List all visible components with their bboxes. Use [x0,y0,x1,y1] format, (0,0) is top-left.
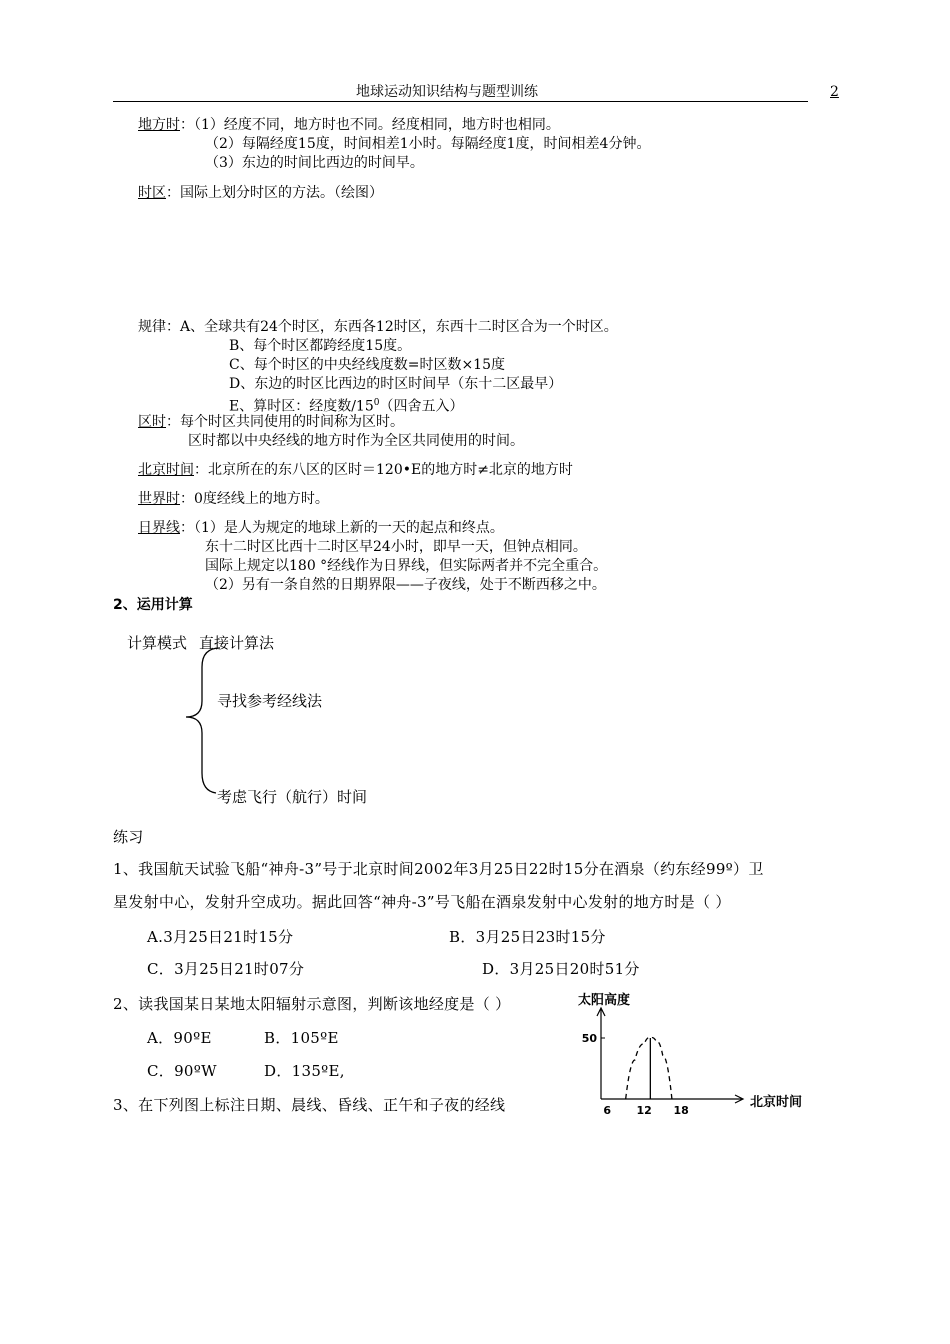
page-number: 2 [830,84,839,100]
time-zone-label: 时区 [138,185,166,201]
exercise-title: 练习 [113,828,144,846]
q3-stem: 3、在下列图上标注日期、晨线、昏线、正午和子夜的经线 [113,1096,506,1114]
zone-time-line [138,413,404,431]
rule-d: D、东边的时区比西边的时区时间早（东十二区最早） [229,376,563,392]
calc-model-label: 计算模式 [127,634,188,652]
local-time-line2: （2）每隔经度15度，时间相差1小时。每隔经度1度，时间相差4分钟。 [205,136,651,152]
page-header-title: 地球运动知识结构与题型训练 [356,84,538,100]
x-tick-label-18: 18 [673,1104,689,1117]
rule-b: B、每个时区都跨经度15度。 [229,338,412,354]
local-time-text1: ：（1）经度不同，地方时也不同。经度相同，地方时也相同。 [180,117,560,133]
date-line-line1 [138,519,504,537]
date-line-text2: 东十二时区比西十二时区早24小时，即早一天，但钟点相同。 [205,539,587,555]
q2-option-d: D．135ºE, [264,1062,345,1080]
chart-series [601,1037,672,1099]
x-tick-label-12: 12 [636,1104,652,1117]
time-zone-line [138,184,383,202]
q2-option-a: A．90ºE [147,1029,212,1047]
q1-option-c: C．3月25日21时07分 [147,960,305,978]
rule-c: C、每个时区的中央经线度数=时区数×15度 [229,357,505,373]
section2-title: 2、运用计算 [113,597,193,613]
rule-e-sup: 0 [373,398,380,408]
date-line-label: 日界线 [138,520,180,536]
rule-e-main: E、算时区：经度数/15 [229,398,374,415]
local-time-label: 地方时 [138,117,180,133]
solar-altitude-chart [570,985,820,1125]
header-rule [113,101,808,102]
rule-a: 规律：A、全球共有24个时区，东西各12时区，东西十二时区合为一个时区。 [138,319,618,335]
zone-time-text: ：每个时区共同使用的时间称为区时。 [166,414,404,430]
q1-option-d: D．3月25日20时51分 [482,960,640,978]
calc-method-direct: 直接计算法 [199,634,275,652]
q1-option-a: A.3月25日21时15分 [147,928,294,946]
chart-axes [597,1008,743,1103]
q2-option-b: B．105ºE [264,1029,339,1047]
chart-ticks [582,1032,689,1117]
world-time-line [138,490,329,508]
q1-option-b: B．3月25日23时15分 [449,928,606,946]
chart-xlabel: 北京时间 [750,1095,803,1110]
y-tick-label-50: 50 [581,1032,597,1045]
date-line-text4: （2）另有一条自然的日期界限——子夜线，处于不断西移之中。 [205,577,606,593]
beijing-time-label: 北京时间 [138,462,194,478]
chart-ylabel: 太阳高度 [578,993,631,1008]
local-time-line3: （3）东边的时间比西边的时间早。 [205,155,424,171]
local-time-line1 [138,116,560,134]
world-time-text: ：0度经线上的地方时。 [180,491,329,507]
calc-method-reference: 寻找参考经线法 [217,692,323,710]
q1-line1: 1、我国航天试验飞船“神舟-3”号于北京时间2002年3月25日22时15分在酒泉（约东经99º）卫 [113,860,764,878]
calc-method-flight: 考虑飞行（航行）时间 [217,788,368,806]
q2-option-c: C．90ºW [147,1062,217,1080]
world-time-label: 世界时 [138,491,180,507]
date-line-text1: ：（1）是人为规定的地球上新的一天的起点和终点。 [180,520,504,536]
date-line-text3: 国际上规定以180 °经线作为日界线，但实际两者并不完全重合。 [205,558,608,574]
curly-brace [180,645,225,800]
x-tick-label-6: 6 [603,1104,611,1117]
zone-time-label: 区时 [138,414,166,430]
solar-altitude-curve-0 [626,1037,672,1099]
zone-time-text2: 区时都以中央经线的地方时作为全区共同使用的时间。 [188,433,524,449]
beijing-time-text: ：北京所在的东八区的区时＝120•E的地方时≠北京的地方时 [194,462,573,478]
q1-line2: 星发射中心，发射升空成功。据此回答“神舟-3”号飞船在酒泉发射中心发射的地方时是（ ） [113,893,731,911]
rule-e-tail: （四舍五入） [379,398,464,415]
q2-stem: 2、读我国某日某地太阳辐射示意图，判断该地经度是（ ） [113,995,511,1013]
beijing-time-line [138,461,573,479]
time-zone-text: ：国际上划分时区的方法。（绘图） [166,185,383,201]
